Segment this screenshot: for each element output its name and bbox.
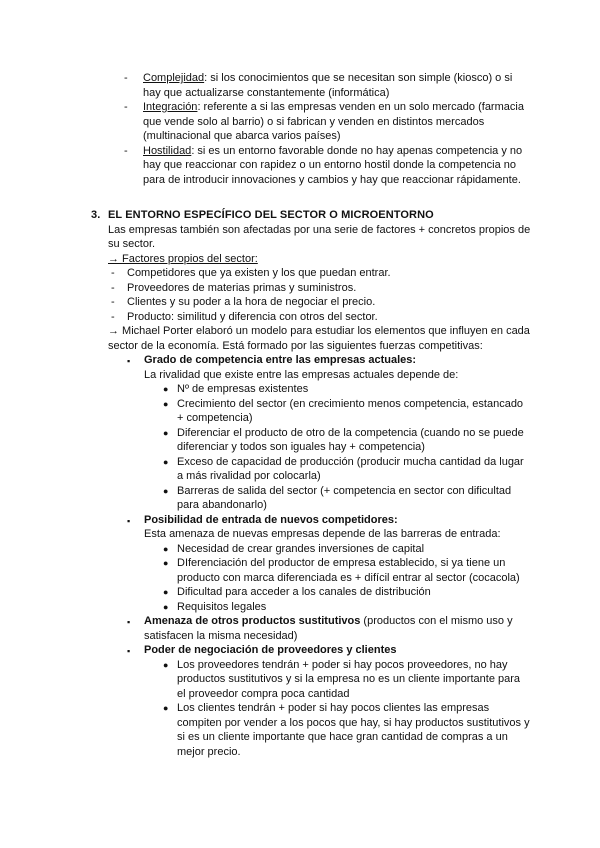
factor-text: Clientes y su poder a la hora de negociar el precio. xyxy=(127,296,376,308)
dash-bullet: - xyxy=(111,267,115,279)
circle-bullet: ● xyxy=(163,601,169,612)
dot-bullet: ▪ xyxy=(127,356,131,366)
circle-bullet: ● xyxy=(163,587,169,597)
force-item xyxy=(127,614,531,643)
factor-text: Proveedores de materias primas y suministros. xyxy=(127,281,357,294)
force-title: Grado de competencia entre las empresas actuales: xyxy=(144,354,417,366)
porter-forces-list xyxy=(91,513,531,542)
force-description: (productos con el mismo uso y satisfacen la misma necesidad) xyxy=(144,615,513,642)
dash-bullet: - xyxy=(111,310,115,323)
force-item xyxy=(127,353,531,382)
list-item xyxy=(163,556,531,585)
item-text: Crecimiento del sector (en crecimiento menos competencia, estancado + competencia) xyxy=(177,397,524,424)
circle-bullet: ● xyxy=(163,398,169,409)
porter-forces-list xyxy=(91,614,531,658)
list-item xyxy=(163,542,531,557)
list-item xyxy=(163,397,531,426)
porter-forces-list xyxy=(91,353,531,382)
item-text: Nº de empresas existentes xyxy=(177,383,309,395)
factor-text: Producto: similitud y diferencia con otros del sector. xyxy=(127,310,378,323)
list-item xyxy=(163,600,531,615)
list-item xyxy=(163,455,531,484)
force-4-list xyxy=(91,658,531,760)
section-number: 3. xyxy=(91,209,101,221)
list-item xyxy=(91,295,531,310)
list-item xyxy=(91,266,531,281)
circle-bullet: ● xyxy=(163,456,169,467)
term-definition: : referente a si las empresas venden en un solo mercado (farmacia que vende solo al barrio) o si fabrican y venden en distintos mercados (multinacional que abarca varios países) xyxy=(143,101,524,142)
force-item xyxy=(127,643,531,658)
dash-bullet: - xyxy=(124,144,128,157)
item-text: Exceso de capacidad de producción (producir mucha cantidad da lugar a más rivalidad por colocarla) xyxy=(177,455,524,482)
list-item xyxy=(124,144,528,188)
dot-bullet: ▪ xyxy=(127,646,131,656)
term-definition: : si los conocimientos que se necesitan son simple (kiosco) o si hay que actualizarse constantemente (informática) xyxy=(143,72,513,99)
force-description: Esta amenaza de nuevas empresas depende de las barreras de entrada: xyxy=(144,528,501,540)
section-heading xyxy=(91,208,531,223)
item-text: Diferenciar el producto de otro de la competencia (cuando no se puede diferenciar y todos son iguales hay + competencia) xyxy=(177,426,524,453)
list-item xyxy=(163,382,531,397)
force-description: La rivalidad que existe entre las empresas actuales depende de: xyxy=(144,368,459,381)
term-definition: : si es un entorno favorable donde no hay apenas competencia y no hay que reaccionar con rapidez o un entorno hostil donde la competencia no para de introducir innovaciones y cambios y hay que reaccionar rápidamente. xyxy=(143,144,523,186)
dash-bullet: - xyxy=(111,296,115,308)
force-title: Amenaza de otros productos sustitutivos xyxy=(144,615,361,627)
circle-bullet: ● xyxy=(163,384,169,394)
factors-label: → Factores propios del sector: xyxy=(108,252,258,265)
force-item xyxy=(127,513,531,542)
force-title: Poder de negociación de proveedores y clientes xyxy=(144,644,397,656)
term-integracion: Integración xyxy=(143,101,198,113)
force-1-list xyxy=(91,382,531,513)
factors-list xyxy=(91,266,531,324)
term-hostilidad: Hostilidad xyxy=(143,144,192,157)
item-text: Requisitos legales xyxy=(177,600,267,613)
item-text: Dificultad para acceder a los canales de distribución xyxy=(177,586,431,598)
item-text: DIferenciación del productor de empresa establecido, si ya tiene un producto con marca diferenciada es + difícil entrar al sector (cocacola) xyxy=(177,557,520,584)
circle-bullet: ● xyxy=(163,558,169,568)
section-title: EL ENTORNO ESPECÍFICO DEL SECTOR O MICROENTORNO xyxy=(108,209,434,221)
force-title: Posibilidad de entrada de nuevos competidores: xyxy=(144,513,398,526)
item-text: Barreras de salida del sector (+ competencia en sector con dificultad para abandonarlo) xyxy=(177,484,512,511)
item-text: Los proveedores tendrán + poder si hay pocos proveedores, no hay productos sustitutivos y si la empresa no es un cliente importante para el proveedor compra poca cantidad xyxy=(177,658,521,700)
dash-bullet: - xyxy=(124,101,128,113)
list-item xyxy=(163,701,531,759)
force-2-list xyxy=(91,542,531,615)
circle-bullet: ● xyxy=(163,659,169,670)
dash-bullet: - xyxy=(111,281,115,294)
factor-text: Competidores que ya existen y los que puedan entrar. xyxy=(127,267,391,279)
porter-paragraph: → Michael Porter elaboró un modelo para estudiar los elementos que influyen en cada sector de la economía. Está formado por las siguientes fuerzas competitivas: xyxy=(108,325,530,352)
circle-bullet: ● xyxy=(163,485,169,496)
list-item xyxy=(163,484,531,513)
environment-traits-list xyxy=(124,71,528,187)
list-item xyxy=(163,426,531,455)
item-text: Necesidad de crear grandes inversiones de capital xyxy=(177,542,425,555)
dash-bullet: - xyxy=(124,72,128,84)
circle-bullet: ● xyxy=(163,703,169,713)
section-microentorno xyxy=(91,208,531,759)
circle-bullet: ● xyxy=(163,543,169,554)
list-item xyxy=(124,71,528,100)
circle-bullet: ● xyxy=(163,427,169,438)
dot-bullet: ▪ xyxy=(127,617,131,627)
term-complejidad: Complejidad xyxy=(143,72,205,84)
dot-bullet: ▪ xyxy=(127,515,131,526)
section-intro: Las empresas también son afectadas por una serie de factores + concretos propios de su sector. xyxy=(108,223,531,250)
list-item xyxy=(124,100,528,144)
list-item xyxy=(91,281,531,296)
list-item xyxy=(91,310,531,325)
item-text: Los clientes tendrán + poder si hay pocos clientes las empresas compiten por vender a los pocos que hay, si hay productos sustitutivos y si es un cliente importante que hace gran cantidad de compras a un mejor precio. xyxy=(177,702,530,758)
list-item xyxy=(163,658,531,702)
list-item xyxy=(163,585,531,600)
